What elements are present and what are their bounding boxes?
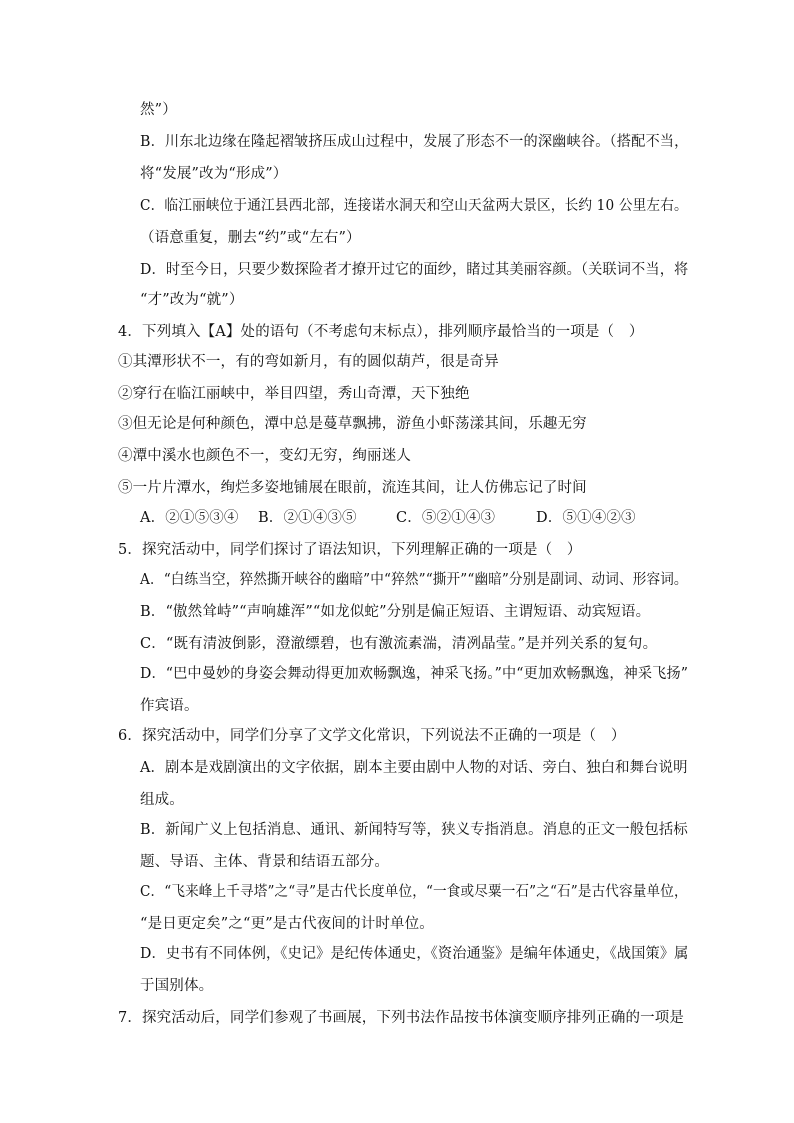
text-line: “是日更定矣”之“更”是古代夜间的计时单位。 [140,916,434,932]
text-line: 作宾语。 [140,698,199,714]
sentence-3: ③但无论是何种颜色，潭中总是蔓草飘拂，游鱼小虾荡漾其间，乐趣无穷 [118,416,587,432]
option-b-q5: B．“傲然耸峙”“声响雄浑”“如龙似蛇”分别是偏正短语、主谓短语、动宾短语。 [140,604,651,620]
option-c-q4: C．⑤②①④③ [396,510,496,526]
question-6: 6．探究活动中，同学们分享了文学文化常识，下列说法不正确的一项是（ ） [118,728,626,744]
text-line: 于国别体。 [140,978,214,994]
option-d-q4: D．⑤①④②③ [536,510,636,526]
option-b-q4: B．②①④③⑤ [258,510,357,526]
option-c-q5: C．“既有清波倒影，澄澈缥碧，也有激流素湍，清冽晶莹。”是并列关系的复句。 [140,636,658,652]
option-a-q5: A．“白练当空，猝然撕开峡谷的幽暗”中“猝然”“撕开”“幽暗”分别是副词、动词、形容词。 [140,572,688,588]
text-line: 组成。 [140,792,184,808]
sentence-4: ④潭中溪水也颜色不一，变幻无穷，绚丽迷人 [118,448,411,464]
sentence-5: ⑤一片片潭水，绚烂多姿地铺展在眼前，流连其间，让人仿佛忘记了时间 [118,480,587,496]
text-line: 然”） [140,102,177,118]
text-line: “才”改为“就”） [140,292,244,308]
option-a-q6: A．剧本是戏剧演出的文字依据，剧本主要由剧中人物的对话、旁白、独白和舞台说明 [140,760,688,776]
question-4: 4．下列填入【A】处的语句（不考虑句末标点），排列顺序最恰当的一项是（ ） [118,324,644,340]
option-b-q6: B．新闻广义上包括消息、通讯、新闻特写等，狭义专指消息。消息的正文一般包括标 [140,822,688,838]
sentence-1: ①其潭形状不一，有的弯如新月，有的圆似葫芦，很是奇异 [118,354,499,370]
question-7: 7．探究活动后，同学们参观了书画展，下列书法作品按书体演变顺序排列正确的一项是 [118,1010,685,1026]
option-b-q3: B．川东北边缘在隆起褶皱挤压成山过程中，发展了形态不一的深幽峡谷。（搭配不当， [140,134,689,150]
text-line: 题、导语、主体、背景和结语五部分。 [140,854,390,870]
text-line: （语意重复，删去“约”或“左右”） [140,230,361,246]
option-d-q3: D．时至今日，只要少数探险者才撩开过它的面纱，睹过其美丽容颜。（关联词不当，将 [140,262,689,278]
question-4-options [140,508,636,528]
text-line: 将“发展”改为“形成”） [140,166,288,182]
option-a-q4: A．②①⑤③④ [140,510,239,526]
option-c-q6: C．“飞来峰上千寻塔”之“寻”是古代长度单位，“一食或尽粟一石”之“石”是古代容量单位， [140,884,688,900]
option-c-q3: C．临江丽峡位于通江县西北部，连接诺水洞天和空山天盆两大景区，长约 10 公里左右。 [140,198,688,214]
option-d-q5: D．“巴中曼妙的身姿会舞动得更加欢畅飘逸，神采飞扬。”中“更加欢畅飘逸，神采飞扬” [140,666,689,682]
question-5: 5．探究活动中，同学们探讨了语法知识，下列理解正确的一项是（ ） [118,542,582,558]
option-d-q6: D．史书有不同体例，《史记》是纪传体通史，《资治通鉴》是编年体通史，《战国策》属 [140,946,689,962]
sentence-2: ②穿行在临江丽峡中，举目四望，秀山奇潭，天下独绝 [118,386,470,402]
